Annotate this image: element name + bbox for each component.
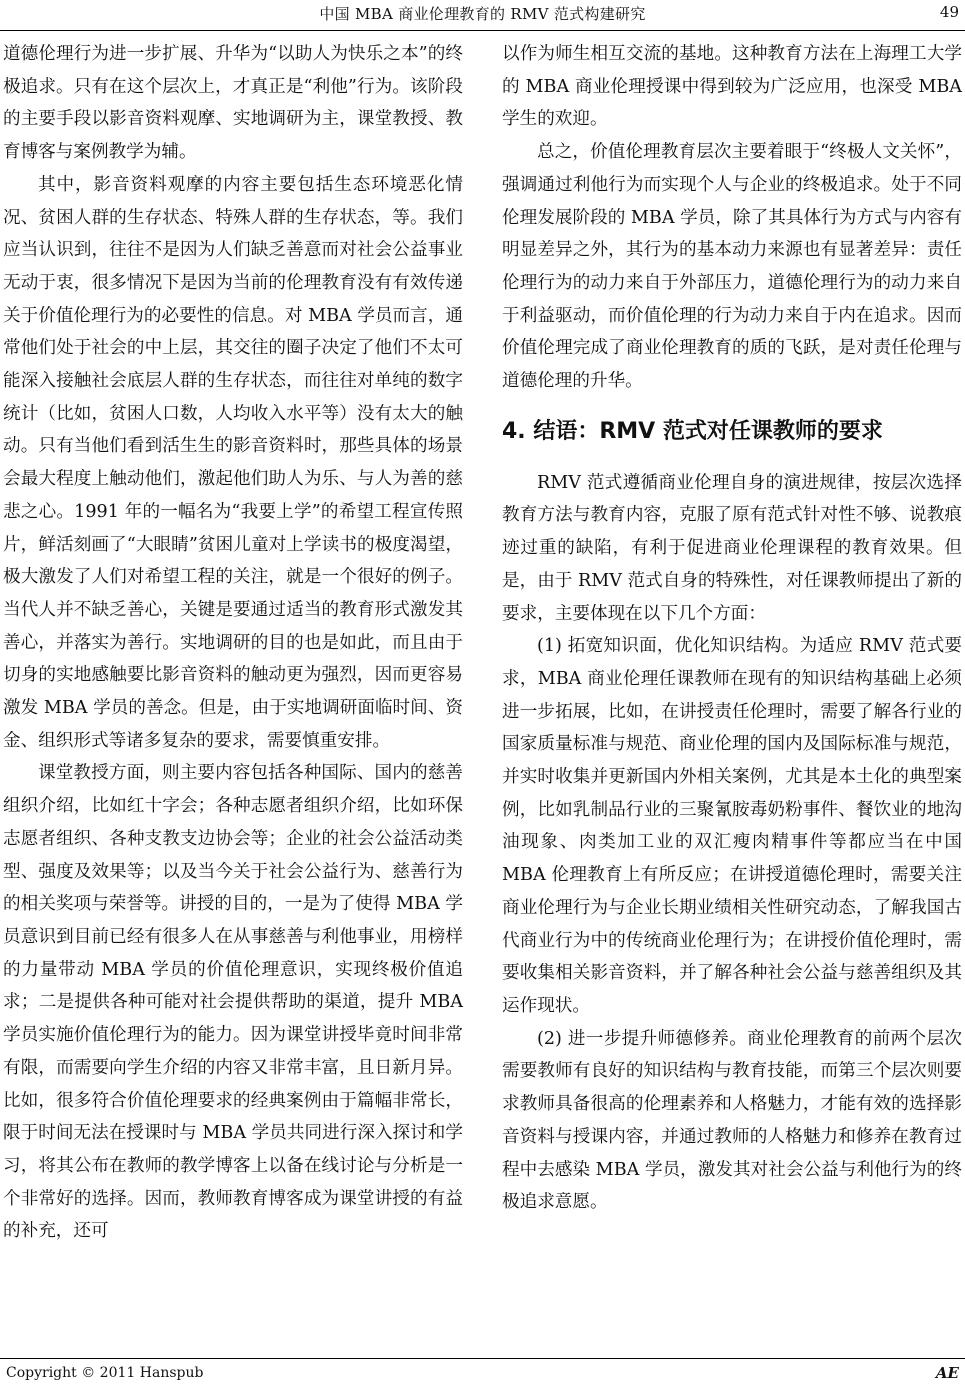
page-header: [0, 0, 965, 31]
left-column: [3, 38, 463, 1248]
paragraph: (2) 进一步提升师德修养。商业伦理教育的前两个层次需要教师有良好的知识结构与教育技能，而第三个层次则要求教师具备很高的伦理素养和人格魅力，才能有效的选择影音资料与授课内容，并通过教师的人格魅力和修养在教育过程中去感染 MBA 学员，激发其对社会公益与利他行为的终极追求意愿。: [502, 1028, 962, 1213]
paragraph: 课堂教授方面，则主要内容包括各种国际、国内的慈善组织介绍，比如红十字会；各种志愿者组织介绍，比如环保志愿者组织、各种支教支边协会等；企业的社会公益活动类型、强度及效果等；以及当今关于社会公益行为、慈善行为的相关奖项与荣誉等。讲授的目的，一是为了使得 MBA 学员意识到目前已经有很多人在从事慈善与利他事业，用榜样的力量带动 MBA 学员的价值伦理意识，实现终极价值追求；二是提供各种可能对社会提供帮助的渠道，提升 MBA 学员实施价值伦理行为的能力。因为课堂讲授毕竟时间非常有限，而需要向学生介绍的内容又非常丰富，且日新月异。比如，很多符合价值伦理要求的经典案例由于篇幅非常长，限于时间无法在授课时与 MBA 学员共同进行深入探讨和学习，将其公布在教师的教学博客上以备在线讨论与分析是一个非常好的选择。因而，教师教育博客成为课堂讲授的有益的补充，还可: [3, 763, 463, 1242]
page-number: 49: [939, 3, 959, 21]
paragraph: 总之，价值伦理教育层次主要着眼于“终极人文关怀”，强调通过利他行为而实现个人与企业的终极追求。处于不同伦理发展阶段的 MBA 学员，除了其具体行为方式与内容有明显差异之外，其行为的基本动力来源也有显著差异：责任伦理行为的动力来自于外部压力，道德伦理行为的动力来自于利益驱动，而价值伦理的行为动力来自于内在追求。因而价值伦理完成了商业伦理教育的质的飞跃，是对责任伦理与道德伦理的升华。: [502, 142, 962, 392]
paragraph: RMV 范式遵循商业伦理自身的演进规律，按层次选择教育方法与教育内容，克服了原有范式针对性不够、说教痕迹过重的缺陷，有利于促进商业伦理课程的教育效果。但是，由于 RMV 范式自身的特殊性，对任课教师提出了新的要求，主要体现在以下几个方面：: [502, 472, 962, 624]
right-column: [502, 38, 962, 1219]
copyright-notice: Copyright © 2011 Hanspub: [6, 1365, 204, 1381]
paragraph: 其中，影音资料观摩的内容主要包括生态环境恶化情况、贫困人群的生存状态、特殊人群的生存状态，等。我们应当认识到，往往不是因为人们缺乏善意而对社会公益事业无动于衷，很多情况下是因为当前的伦理教育没有有效传递关于价值伦理行为的必要性的信息。对 MBA 学员而言，通常他们处于社会的中上层，其交往的圈子决定了他们不太可能深入接触社会底层人群的生存状态，而往往对单纯的数字统计（比如，贫困人口数，人均收入水平等）没有太大的触动。只有当他们看到活生生的影音资料时，那些具体的场景会最大程度上触动他们，激起他们助人为乐、与人为善的慈悲之心。1991 年的一幅名为“我要上学”的希望工程宣传照片，鲜活刻画了“大眼睛”贫困儿童对上学读书的极度渴望，极大激发了人们对希望工程的关注，就是一个很好的例子。当代人并不缺乏善心，关键是要通过适当的教育形式激发其善心，并落实为善行。实地调研的目的也是如此，而且由于切身的实地感触要比影音资料的触动更为强烈，因而更容易激发 MBA 学员的善念。但是，由于实地调研面临时间、资金、组织形式等诸多复杂的要求，需要慎重安排。: [3, 174, 463, 751]
journal-abbreviation: AE: [935, 1364, 959, 1382]
paragraph-continued: 以作为师生相互交流的基地。这种教育方法在上海理工大学的 MBA 商业伦理授课中得到较为广泛应用，也深受 MBA 学生的欢迎。: [502, 44, 962, 130]
running-title: 中国 MBA 商业伦理教育的 RMV 范式构建研究: [319, 5, 646, 23]
paragraph-continued: 道德伦理行为进一步扩展、升华为“以助人为快乐之本”的终极追求。只有在这个层次上，才真正是“利他”行为。该阶段的主要手段以影音资料观摩、实地调研为主，课堂教授、教育博客与案例教学为辅。: [3, 44, 463, 163]
section-heading: 4. 结语：RMV 范式对任课教师的要求: [502, 418, 883, 444]
paragraph: (1) 拓宽知识面，优化知识结构。为适应 RMV 范式要求，MBA 商业伦理任课教师在现有的知识结构基础上必须进一步拓展，比如，在讲授责任伦理时，需要了解各行业的国家质量标准与规范、商业伦理的国内及国际标准与规范，并实时收集并更新国内外相关案例，尤其是本土化的典型案例，比如乳制品行业的三聚氰胺毒奶粉事件、餐饮业的地沟油现象、肉类加工业的双汇瘦肉精事件等都应当在中国 MBA 伦理教育上有所反应；在讲授道德伦理时，需要关注商业伦理行为与企业长期业绩相关性研究动态，了解我国古代商业行为中的传统商业伦理行为；在讲授价值伦理时，需要收集相关影音资料，并了解各种社会公益与慈善组织及其运作现状。: [502, 636, 962, 1016]
page-footer: [0, 1358, 965, 1387]
